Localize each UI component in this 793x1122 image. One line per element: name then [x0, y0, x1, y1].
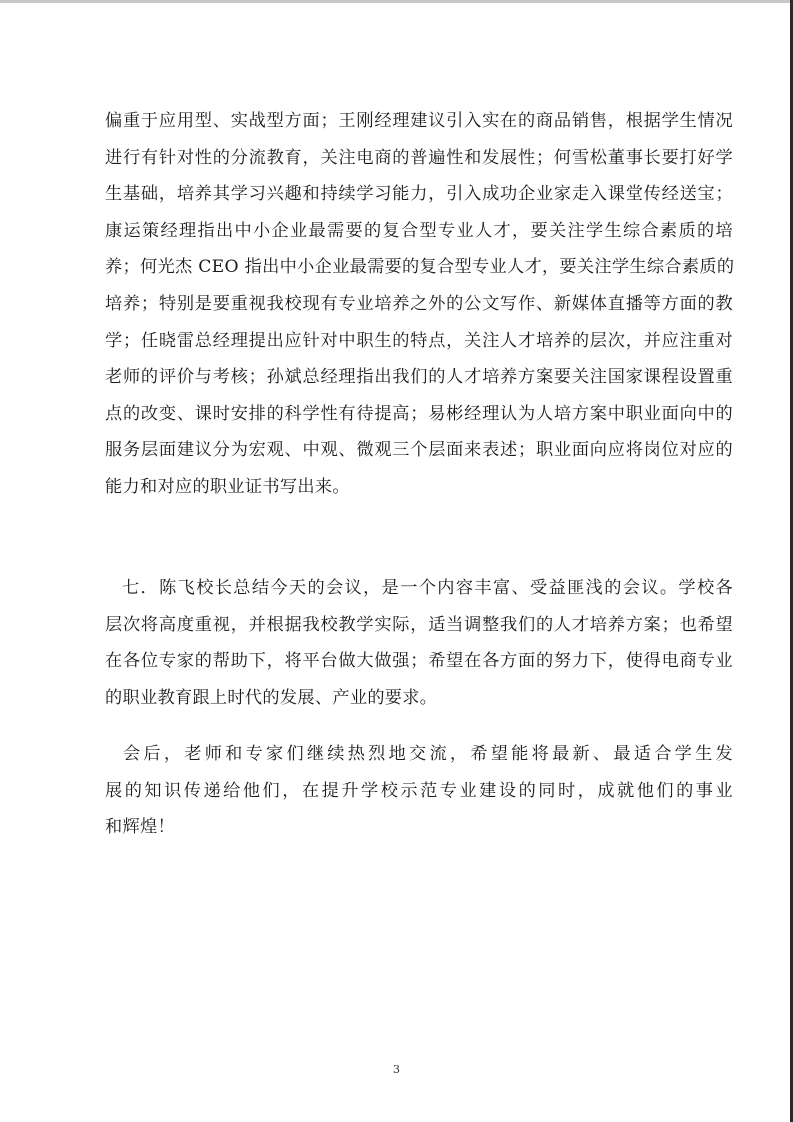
text-line: 服务层面建议分为宏观、中观、微观三个层面来表述；职业面向应将岗位对应的 — [105, 440, 733, 461]
text-line: 和辉煌！ — [105, 817, 175, 838]
text-line: 层次将高度重视，并根据我校教学实际，适当调整我们的人才培养方案；也希望 — [105, 614, 733, 635]
text-line: 偏重于应用型、实战型方面；王刚经理建议引入实在的商品销售，根据学生情况 — [105, 111, 733, 131]
text-line: 养；何光杰 CEO 指出中小企业最需要的复合型专业人才，要关注学生综合素质的 — [105, 257, 735, 278]
paragraph-expert-opinions — [105, 103, 733, 506]
text-line: 会后，老师和专家们继续热烈地交流，希望能将最新、最适合学生发 — [123, 744, 733, 764]
text-line: 在各位专家的帮助下，将平台做大做强；希望在各方面的努力下，使得电商专业 — [105, 651, 733, 672]
text-line: 的职业教育跟上时代的发展、产业的要求。 — [105, 687, 438, 708]
text-line: 进行有针对性的分流教育，关注电商的普遍性和发展性；何雪松董事长要打好学 — [105, 147, 733, 168]
text-line: 七．陈飞校长总结今天的会议，是一个内容丰富、受益匪浅的会议。学校各 — [122, 578, 733, 598]
text-line: 老师的评价与考核；孙斌总经理指出我们的人才培养方案要关注国家课程设置重 — [105, 367, 733, 388]
text-line: 康运策经理指出中小企业最需要的复合型专业人才，要关注学生综合素质的培 — [105, 220, 733, 241]
paragraph-principal-summary — [105, 570, 733, 716]
text-line: 展的知识传递给他们，在提升学校示范专业建设的同时，成就他们的事业 — [105, 780, 733, 801]
scan-edge-top — [0, 0, 793, 3]
paragraph-closing — [105, 736, 733, 846]
page-number: 3 — [393, 1063, 400, 1076]
text-line: 点的改变、课时安排的科学性有待提高；易彬经理认为人培方案中职业面向中的 — [105, 403, 733, 424]
text-line: 学；任晓雷总经理提出应针对中职生的特点，关注人才培养的层次，并应注重对 — [105, 330, 733, 351]
text-line: 培养；特别是要重视我校现有专业培养之外的公文写作、新媒体直播等方面的教 — [105, 293, 733, 314]
text-line: 生基础，培养其学习兴趣和持续学习能力，引入成功企业家走入课堂传经送宝； — [105, 184, 733, 205]
text-line: 能力和对应的职业证书写出来。 — [105, 476, 350, 497]
